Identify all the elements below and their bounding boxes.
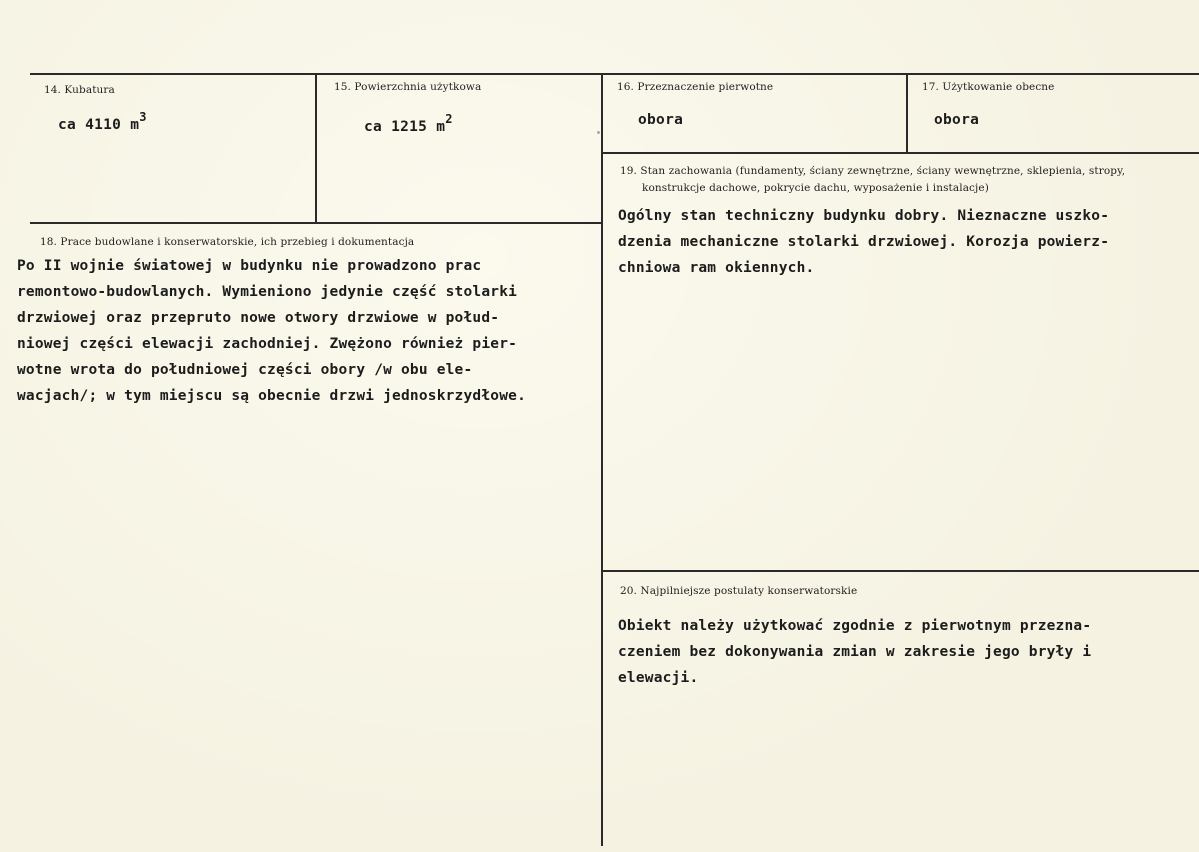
postulaty-line-3: elewacji. (618, 670, 699, 686)
prace-budowlane-line-4: niowej części elewacji zachodniej. Zwężono również pier- (17, 336, 518, 352)
prace-budowlane-line-1: Po II wojnie światowej w budynku nie prowadzono prac (17, 258, 482, 274)
prace-budowlane-line-5: wotne wrota do południowej części obory /w obu ele- (17, 362, 473, 378)
prace-budowlane-line-6: wacjach/; w tym miejscu są obecnie drzwi jednoskrzydłowe. (17, 388, 526, 404)
kubatura-value (58, 110, 147, 133)
stan-zachowania-line-2: dzenia mechaniczne stolarki drzwiowej. Korozja powierz- (618, 234, 1110, 250)
stan-zachowania-label-line-1: 19. Stan zachowania (fundamenty, ściany zewnętrzne, ściany wewnętrzne, sklepienia, stropy, (620, 165, 1126, 177)
postulaty-line-1: Obiekt należy użytkować zgodnie z pierwotnym przezna- (618, 618, 1092, 634)
stan-zachowania-label-line-2: konstrukcje dachowe, pokrycie dachu, wyposażenie i instalacje) (642, 182, 989, 194)
paper-speck (597, 131, 600, 134)
postulaty-label: 20. Najpilniejsze postulaty konserwatorskie (620, 585, 858, 597)
stan-zachowania-line-1: Ogólny stan techniczny budynku dobry. Nieznaczne uszko- (618, 208, 1110, 224)
uzytkowanie-obecne-value: obora (934, 112, 980, 128)
main-vertical-divider (601, 73, 603, 846)
kubatura-value-text: ca 4110 m (58, 117, 140, 133)
section-19-bottom-line (602, 570, 1199, 572)
powierzchnia-unit-exponent: 2 (445, 112, 453, 126)
stan-zachowania-line-3: chniowa ram okiennych. (618, 260, 815, 276)
kubatura-unit-exponent: 3 (139, 110, 147, 124)
postulaty-line-2: czeniem bez dokonywania zmian w zakresie jego bryły i (618, 644, 1092, 660)
divider-14-15 (315, 73, 317, 223)
powierzchnia-value (364, 112, 453, 135)
prace-budowlane-label: 18. Prace budowlane i konserwatorskie, ich przebieg i dokumentacja (40, 236, 415, 248)
prace-budowlane-line-2: remontowo-budowlanych. Wymieniono jedynie część stolarki (17, 284, 518, 300)
powierzchnia-label: 15. Powierzchnia użytkowa (334, 81, 482, 93)
row1-bottom-line-right (602, 152, 1199, 154)
prace-budowlane-line-3: drzwiowej oraz przepruto nowe otwory drzwiowe w połud- (17, 310, 500, 326)
divider-16-17 (906, 73, 908, 153)
powierzchnia-value-text: ca 1215 m (364, 119, 446, 135)
kubatura-label: 14. Kubatura (44, 84, 115, 96)
uzytkowanie-obecne-label: 17. Użytkowanie obecne (922, 81, 1055, 93)
top-border-line (30, 73, 1199, 75)
przeznaczenie-pierwotne-label: 16. Przeznaczenie pierwotne (617, 81, 774, 93)
przeznaczenie-pierwotne-value: obora (638, 112, 684, 128)
